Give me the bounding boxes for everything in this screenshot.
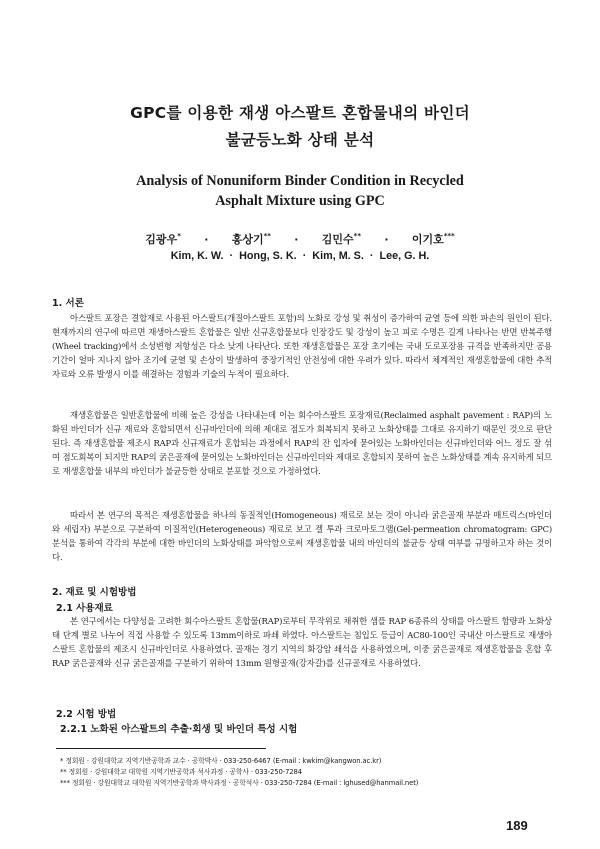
- author-2-mark: **: [263, 232, 271, 240]
- author-separator: ·: [369, 250, 374, 262]
- author-3-en: Kim, M. S.: [312, 250, 364, 262]
- english-title-line-1: Analysis of Nonuniform Binder Condition in Recycled: [136, 173, 464, 189]
- korean-title-line-1: GPC를 이용한 재생 아스팔트 혼합물내의 바인더: [130, 104, 470, 122]
- section-2-2-heading: 2.2 시험 방법: [56, 709, 117, 720]
- section-2-heading: 2. 재료 및 시험방법: [52, 587, 137, 598]
- korean-title-line-2: 불균등노화 상태 분석: [225, 131, 375, 149]
- footnote-1: * 정회원 · 강원대학교 지역기반공학과 교수 · 공학박사 · 033-250-6467 (E-mail : kwkim@kangwon.ac.kr): [60, 757, 382, 765]
- english-title-line-2: Asphalt Mixture using GPC: [215, 193, 385, 209]
- author-separator: ·: [294, 233, 299, 246]
- section-1-paragraph-1: 아스팔트 포장은 결합재로 사용된 아스팔트(개질아스팔트 포함)의 노화로 강성 및 취성이 증가하여 균열 등에 의한 파손의 원인이 된다. 현재까지의 연구에 따르면 재생아스팔트 혼합물은 일반 신규혼합물보다 인장강도 및 강성이 높고 피로 수명은 길게 나타나는 반면 반복주행(Wheel tracking)에서 소성변형 저항성은 다소 낮게 나타난다. 또한 재생혼합물은 포장 초기에는 국내 도로포장용 규격을 반족하지만 공용 기간이 얼마 지나지 않아 조기에 균열 및 손상이 발생하여 중장기적인 안전성에 대한 우려가 있다. 따라서 체계적인 재생혼합물에 대한 추적자료와 오류 발생시 이를 해결하는 경험과 기술의 누적이 필요하다.: [52, 313, 552, 380]
- author-separator: ·: [229, 250, 234, 262]
- footnote-divider: [56, 748, 266, 749]
- page-number: 189: [506, 818, 528, 833]
- author-4-en: Lee, G. H.: [379, 250, 430, 262]
- author-separator: ·: [302, 250, 307, 262]
- footnote-3: *** 정회원 · 강원대학교 대학원 지역기반공학과 박사과정 · 공학석사 · 033-250-7284 (E-mail : lghused@hanmail.net): [60, 779, 419, 787]
- author-4-name: 이기호: [411, 233, 444, 246]
- author-4-mark: ***: [443, 232, 455, 240]
- footnote-2: ** 정회원 · 강원대학교 대학원 지역기반공학과 석사과정 · 공학사 · 033-250-7284: [60, 768, 302, 776]
- author-3-mark: **: [353, 232, 361, 240]
- section-2-2-1-heading: 2.2.1 노화된 아스팔트의 추출·회생 및 바인더 특성 시험: [60, 724, 298, 735]
- author-1-en: Kim, K. W.: [170, 250, 224, 262]
- author-3-name: 김민수: [321, 233, 354, 246]
- section-1-paragraph-3: 따라서 본 연구의 목적은 재생혼합물을 하나의 동질적인(Homogeneous) 재료로 보는 것이 아니라 굵은골재 부분과 매트릭스(바인더와 세립자) 부분으로 구분하여 이질적인(Heterogeneous) 재료로 보고 겔 투과 크로마토그램(Gel-permeation chromatogram: GPC) 분석을 통하여 각각의 부분에 대한 바인더의 노화상태를 파악함으로써 재생혼합물 내의 바인더의 불균등 상태 여부를 규명하고자 하는 것이다.: [52, 510, 552, 563]
- authors-english: [0, 250, 600, 262]
- section-2-1-heading: 2.1 사용재료: [56, 603, 113, 614]
- author-separator: ·: [384, 233, 389, 246]
- section-1-heading: 1. 서론: [52, 298, 84, 309]
- section-1-paragraph-2: 재생혼합물은 일반혼합물에 비해 높은 강성을 나타내는데 이는 회수아스팔트 포장재료(Reclaimed asphalt pavement : RAP)의 노화된 바인더가 신규 재료와 혼합되면서 신규바인더에 의해 제대로 점도가 회복되지 못하고 노화상태를 그대로 유지하기 때문인 것으로 판단된다. 즉 재생혼합물 제조시 RAP과 신규재료가 혼합되는 과정에서 RAP의 잔 입자에 묻어있는 노화바인더는 신규바인더와 어느 정도 잘 섞여 점도회복이 되지만 RAP의 굵은골재에 묻어있는 노화바인더는 신규바인더와 제대로 혼합되지 못하여 높은 노화상태를 계속 유지하게 되므로 재생혼합물 내부의 바인더가 불균등한 상태로 분포할 것으로 가정하였다.: [52, 410, 552, 477]
- section-2-1-paragraph: 본 연구에서는 다양성을 고려한 회수아스팔트 혼합물(RAP)로부터 무작위로 채취한 샘플 RAP 6종류의 상태를 아스팔트 함량과 노화상태 단계 별로 나누어 직접 사용할 수 있도록 13mm이하로 파쇄 하였다. 아스팔트는 침입도 등급이 AC80-100인 국내산 아스팔트로 재생아스팔트 혼합물의 제조시 신규바인더로 사용하였다. 골재는 경기 지역의 화강암 쇄석을 사용하였으며, 이중 굵은골재로 재생혼합물을 혼합 후 RAP 굵은골재와 신규 굵은골재를 구분하기 위하여 13mm 원형골재(강자갈)를 신규골재로 사용하였다.: [52, 616, 552, 669]
- author-1-name: 김광우: [145, 233, 178, 246]
- author-separator: ·: [204, 233, 209, 246]
- author-1-mark: *: [177, 232, 181, 240]
- author-2-en: Hong, S. K.: [239, 250, 297, 262]
- authors-korean: [0, 231, 600, 247]
- author-2-name: 홍상기: [231, 233, 264, 246]
